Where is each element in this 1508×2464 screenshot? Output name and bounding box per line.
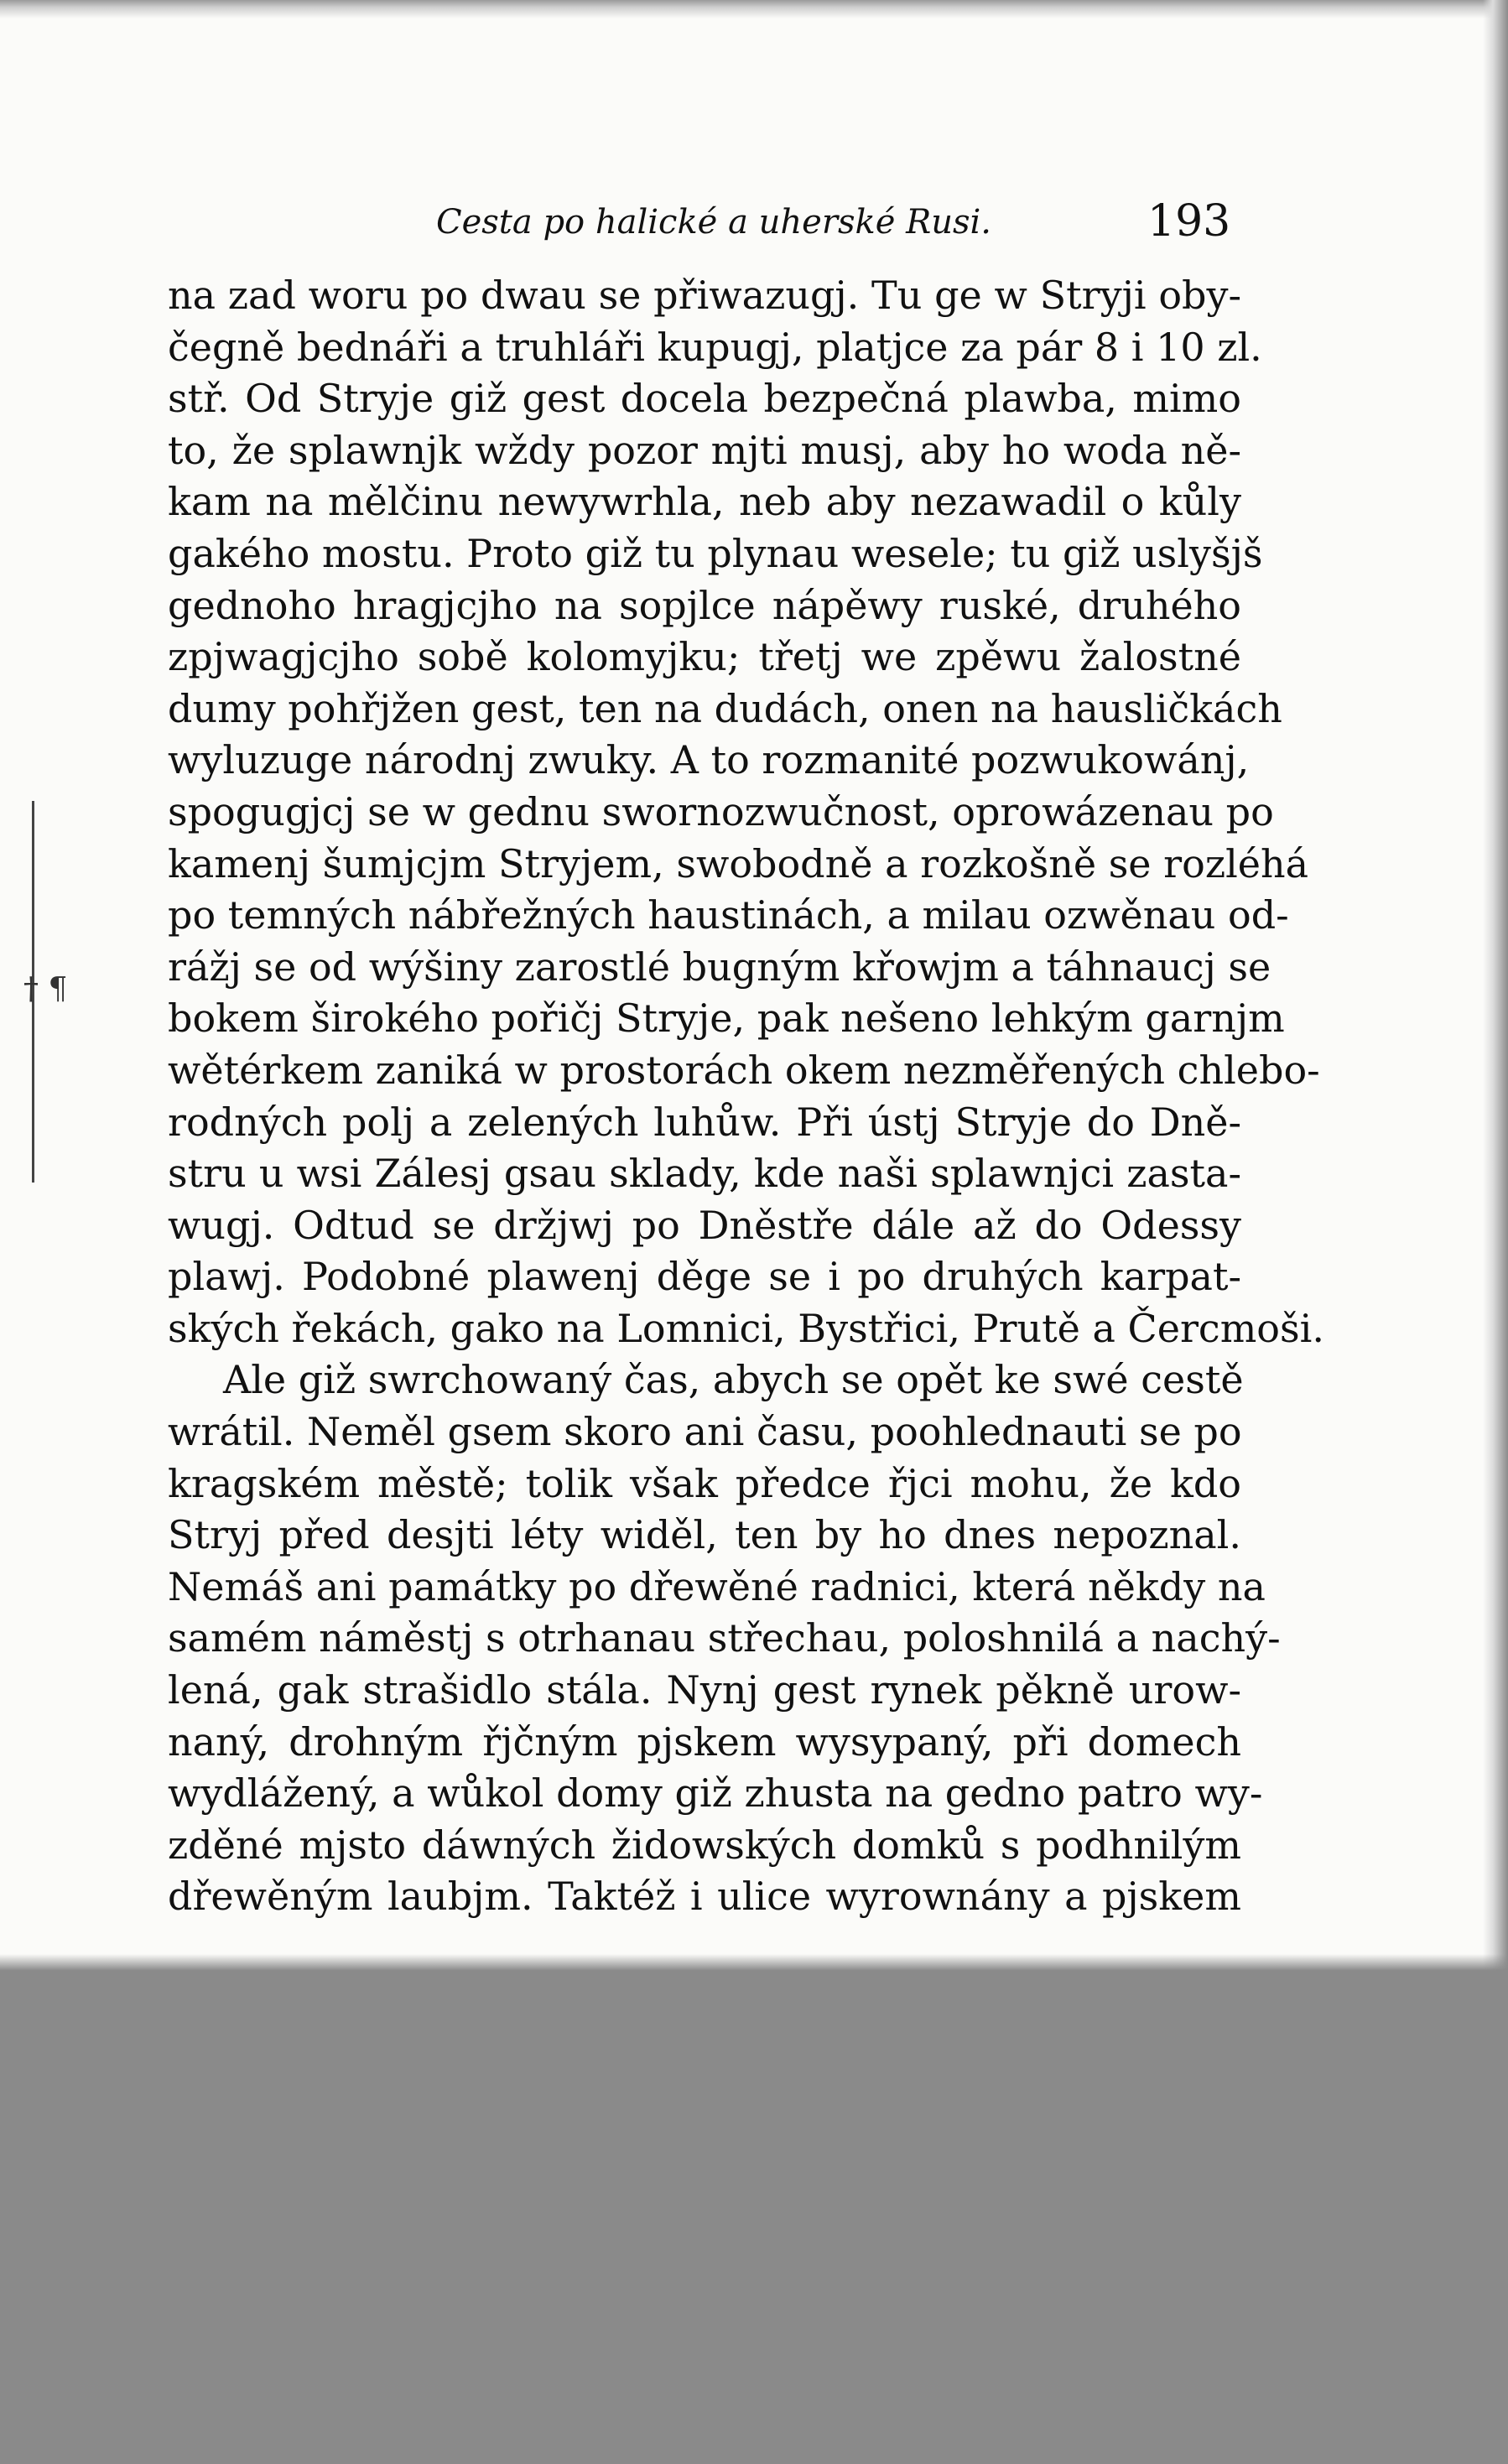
margin-marks: † ¶ [23, 972, 68, 1006]
text-line: stru u wsi Zálesj gsau sklady, kde naši splawnjci zasta- [168, 1151, 1241, 1197]
text-line: ských řekách, gako na Lomnici, Bystřici, Prutě a Čercmoši. [168, 1305, 1324, 1351]
text-line: samém náměstj s otrhanau střechau, poloshnilá a nachý- [168, 1615, 1281, 1661]
text-line: kamenj šumjcjm Stryjem, swobodně a rozkošně se rozléhá [168, 840, 1309, 886]
text-line: po temných nábřežných haustinách, a milau ozwěnau od- [168, 892, 1289, 938]
text-line: Nemáš ani památky po dřewěné radnici, která někdy na [168, 1563, 1266, 1609]
text-line: gednoho hragjcjho na sopjlce nápěwy ruské, druhého [168, 582, 1241, 628]
text-line: rážj se od wýšiny zarostlé bugným křowjm a táhnaucj se [168, 943, 1271, 990]
body-text [168, 270, 1324, 1923]
text-line: zděné mjsto dáwných židowských domků s podhnilým [168, 1822, 1241, 1868]
scan-top-shadow [0, 0, 1508, 18]
text-line: wyluzuge národnj zwuky. A to rozmanité pozwukowánj, [168, 737, 1250, 783]
scanner-background [0, 1971, 1508, 2464]
text-line: čegně bednáři a truhláři kupugj, platjce za pár 8 i 10 zl. [168, 324, 1262, 370]
text-line: wětérkem zaniká w prostorách okem nezměřených chlebo- [168, 1047, 1320, 1093]
text-line: Ale giž swrchowaný čas, abych se opět ke swé cestě [223, 1357, 1244, 1403]
text-line: zpjwagjcjho sobě kolomyjku; třetj we zpěwu žalostné [168, 634, 1241, 680]
text-line: na zad woru po dwau se přiwazugj. Tu ge w Stryji oby- [168, 273, 1241, 318]
text-line: wydlážený, a wůkol domy giž zhusta na gedno patro wy- [168, 1770, 1263, 1817]
text-line: wrátil. Neměl gsem skoro ani času, poohlednauti se po [168, 1409, 1242, 1455]
text-line: wugj. Odtud se držjwj po Dněstře dále až do Odessy [168, 1202, 1241, 1248]
text-line: spogugjcj se w gednu swornozwučnost, oprowázenau po [168, 788, 1274, 834]
running-title: Cesta po halické a uherské Rusi. [436, 203, 992, 242]
text-line: stř. Od Stryje giž gest docela bezpečná plawba, mimo [168, 376, 1241, 422]
text-line: dřewěným laubjm. Taktéž i ulice wyrownány a pjskem [168, 1874, 1241, 1920]
text-line: bokem širokého pořičj Stryje, pak nešeno lehkým garnjm [168, 995, 1285, 1042]
text-line: dumy pohřjžen gest, ten na dudách, onen na hausličkách [168, 685, 1282, 731]
text-line: lená, gak strašidlo stála. Nynj gest rynek pěkně urow- [168, 1667, 1241, 1713]
text-line: gakého mostu. Proto giž tu plynau wesele; tu giž uslyšjš [168, 530, 1263, 576]
text-line: plawj. Podobné plawenj děge se i po druhých karpat- [168, 1254, 1241, 1300]
text-line: kragském městě; tolik však předce řjci mohu, že kdo [168, 1460, 1241, 1506]
text-line: kam na mělčinu newywrhla, neb aby nezawadil o kůly [168, 479, 1241, 525]
scan-right-edge [1483, 0, 1508, 1971]
text-line: to, že splawnjk wždy pozor mjti musj, aby ho woda ně- [168, 427, 1241, 473]
page-number: 193 [1147, 196, 1231, 247]
page-header [0, 195, 1508, 253]
text-line: rodných polj a zelených luhůw. Při ústj Stryje do Dně- [168, 1099, 1241, 1145]
text-line: naný, drohným řjčným pjskem wysypaný, při domech [168, 1718, 1241, 1765]
text-line: Stryj před desjti léty widěl, ten by ho dnes nepoznal. [168, 1512, 1241, 1558]
